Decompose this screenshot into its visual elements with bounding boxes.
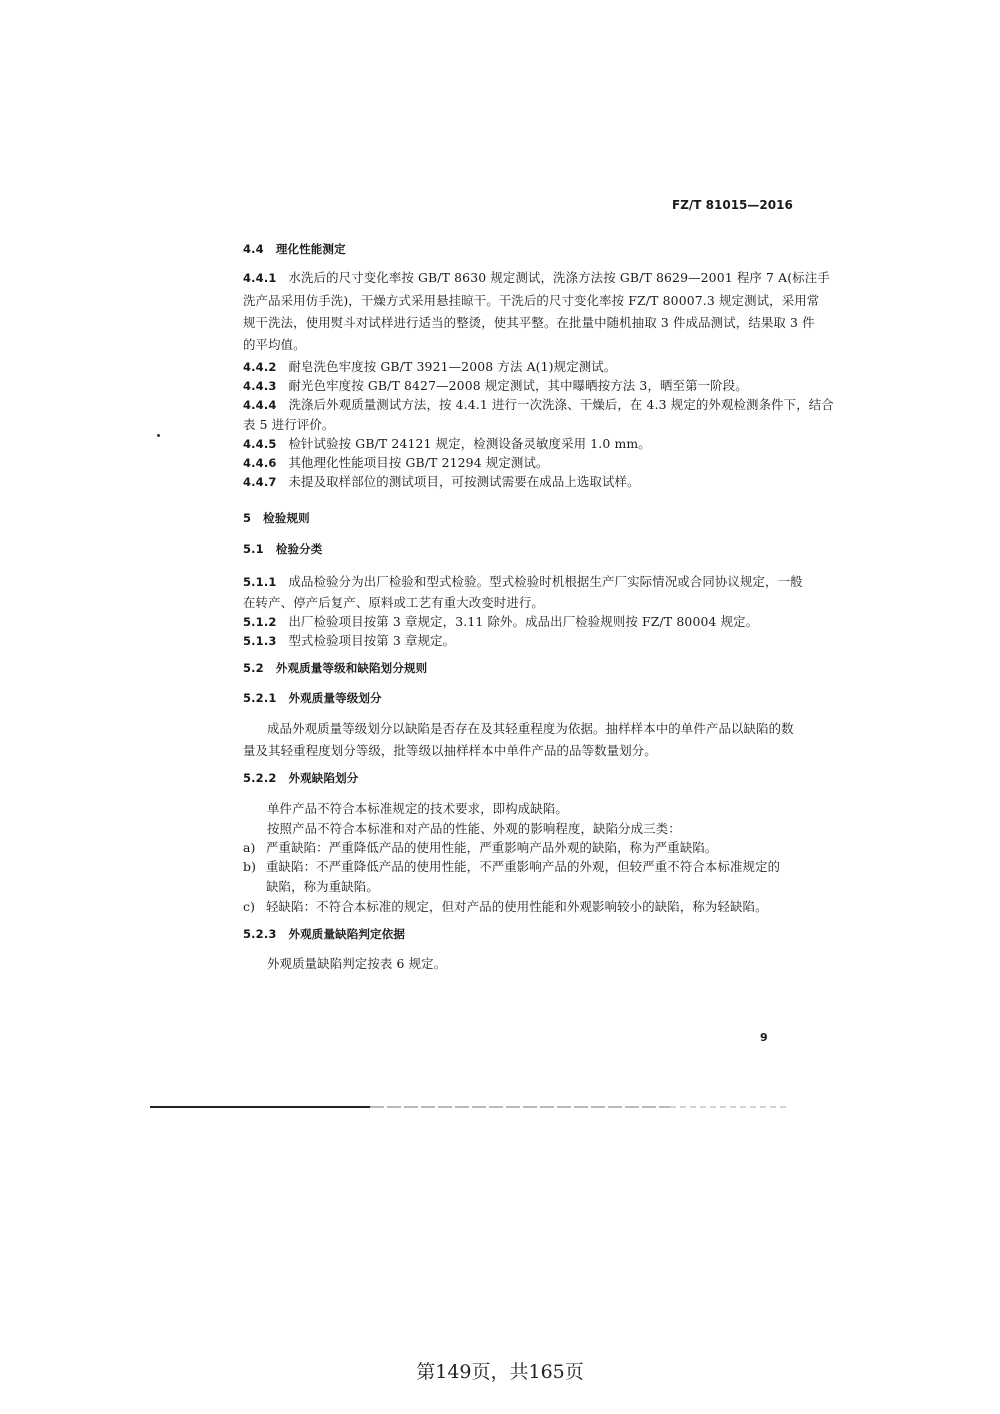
page-number: 9 xyxy=(760,1031,768,1044)
clause-number: 4.4.4 xyxy=(243,398,277,412)
section-heading xyxy=(243,510,310,526)
text-line xyxy=(243,268,830,286)
text-line xyxy=(243,376,748,394)
clause-text: 按照产品不符合本标准和对产品的性能、外观的影响程度，缺陷分成三类： xyxy=(267,821,681,836)
text-line xyxy=(243,572,803,590)
clause-number: 5.1.1 xyxy=(243,575,277,589)
section-heading xyxy=(243,660,427,676)
scan-edge-line xyxy=(150,1104,850,1110)
clause-number: 4.4.1 xyxy=(243,271,277,285)
clause-text: 型式检验项目按第 3 章规定。 xyxy=(288,633,456,648)
clause-number: 4.4.5 xyxy=(243,437,277,451)
clause-number: 4.4.3 xyxy=(243,379,277,393)
clause-text: 严重缺陷：严重降低产品的使用性能，严重影响产品外观的缺陷，称为严重缺陷。 xyxy=(266,840,718,855)
list-item xyxy=(243,838,717,856)
text-line xyxy=(243,357,616,375)
clause-number: 4.4 xyxy=(243,242,264,256)
list-marker: c) xyxy=(243,899,256,914)
text-line xyxy=(266,877,379,895)
clause-number: 5.1.3 xyxy=(243,634,277,648)
text-line xyxy=(267,954,446,972)
clause-number: 5.1.2 xyxy=(243,615,277,629)
clause-number: 5.2.1 xyxy=(243,691,277,705)
text-line xyxy=(243,593,544,611)
clause-text: 耐皂洗色牢度按 GB/T 3921—2008 方法 A(1)规定测试。 xyxy=(288,359,617,374)
clause-text: 检验规则 xyxy=(263,511,310,525)
text-line xyxy=(243,472,640,490)
text-line xyxy=(243,335,306,353)
text-line xyxy=(243,395,834,413)
clause-text: 的平均值。 xyxy=(243,337,306,352)
clause-number: 4.4.7 xyxy=(243,475,277,489)
clause-number: 5.2 xyxy=(243,661,264,675)
list-marker: b) xyxy=(243,859,257,874)
clause-text: 外观质量等级划分 xyxy=(288,691,382,705)
clause-text: 洗产品采用仿手洗)，干燥方式采用悬挂晾干。干洗后的尺寸变化率按 FZ/T 80007.3 规定测试，采用常 xyxy=(243,293,820,308)
clause-number: 5.2.2 xyxy=(243,771,277,785)
clause-text: 检验分类 xyxy=(275,542,323,556)
section-heading xyxy=(243,770,358,786)
clause-text: 成品外观质量等级划分以缺陷是否存在及其轻重程度为依据。抽样样本中的单件产品以缺陷的数 xyxy=(267,721,794,736)
clause-text: 未提及取样部位的测试项目，可按测试需要在成品上选取试样。 xyxy=(288,474,640,489)
clause-text: 水洗后的尺寸变化率按 GB/T 8630 规定测试，洗涤方法按 GB/T 8629—2001 程序 7 A(标注手 xyxy=(288,270,830,285)
section-heading xyxy=(243,690,382,706)
standard-number: FZ/T 81015—2016 xyxy=(672,198,793,212)
clause-text: 外观质量缺陷判定依据 xyxy=(288,927,405,941)
clause-number: 4.4.2 xyxy=(243,360,277,374)
list-item xyxy=(243,857,780,875)
clause-text: 出厂检验项目按第 3 章规定，3.11 除外。成品出厂检验规则按 FZ/T 80004 规定。 xyxy=(288,614,759,629)
clause-text: 表 5 进行评价。 xyxy=(243,417,335,432)
clause-number: 5.2.3 xyxy=(243,927,277,941)
text-line xyxy=(243,612,758,630)
clause-text: 量及其轻重程度划分等级，批等级以抽样样本中单件产品的品等数量划分。 xyxy=(243,743,657,758)
section-heading xyxy=(243,241,346,257)
scan-speck xyxy=(157,434,160,437)
clause-text: 重缺陷：不严重降低产品的使用性能，不严重影响产品的外观，但较严重不符合本标准规定的 xyxy=(266,859,781,874)
clause-text: 缺陷，称为重缺陷。 xyxy=(266,879,379,894)
clause-number: 5 xyxy=(243,511,252,525)
text-line xyxy=(243,313,815,331)
clause-text: 规干洗法，使用熨斗对试样进行适当的整烫，使其平整。在批量中随机抽取 3 件成品测试，结果取 3 件 xyxy=(243,315,815,330)
text-line xyxy=(267,719,794,737)
clause-text: 成品检验分为出厂检验和型式检验。型式检验时机根据生产厂实际情况或合同协议规定，一般 xyxy=(288,574,803,589)
clause-text: 单件产品不符合本标准规定的技术要求，即构成缺陷。 xyxy=(267,801,568,816)
text-line xyxy=(267,819,681,837)
clause-text: 轻缺陷：不符合本标准的规定，但对产品的使用性能和外观影响较小的缺陷，称为轻缺陷。 xyxy=(266,899,768,914)
clause-text: 在转产、停产后复产、原料或工艺有重大改变时进行。 xyxy=(243,595,544,610)
clause-text: 理化性能测定 xyxy=(275,242,346,256)
clause-text: 其他理化性能项目按 GB/T 21294 规定测试。 xyxy=(288,455,549,470)
clause-text: 外观质量等级和缺陷划分规则 xyxy=(275,661,428,675)
page-footer: 第149页，共165页 xyxy=(416,1361,584,1383)
clause-text: 洗涤后外观质量测试方法，按 4.4.1 进行一次洗涤、干燥后，在 4.3 规定的外观检测条件下，结合 xyxy=(288,397,834,412)
text-line xyxy=(267,799,568,817)
text-line xyxy=(243,741,657,759)
section-heading xyxy=(243,541,322,557)
clause-number: 5.1 xyxy=(243,542,264,556)
clause-text: 检针试验按 GB/T 24121 规定，检测设备灵敏度采用 1.0 mm。 xyxy=(288,436,651,451)
section-heading xyxy=(243,926,405,942)
text-line xyxy=(243,291,819,309)
text-line xyxy=(243,434,651,452)
clause-text: 外观缺陷划分 xyxy=(288,771,359,785)
text-line xyxy=(243,453,549,471)
text-line xyxy=(243,415,334,433)
list-item xyxy=(243,897,768,915)
list-marker: a) xyxy=(243,840,256,855)
clause-text: 外观质量缺陷判定按表 6 规定。 xyxy=(267,956,447,971)
clause-number: 4.4.6 xyxy=(243,456,277,470)
clause-text: 耐光色牢度按 GB/T 8427—2008 规定测试，其中曝晒按方法 3，晒至第一阶段。 xyxy=(288,378,748,393)
text-line xyxy=(243,631,455,649)
